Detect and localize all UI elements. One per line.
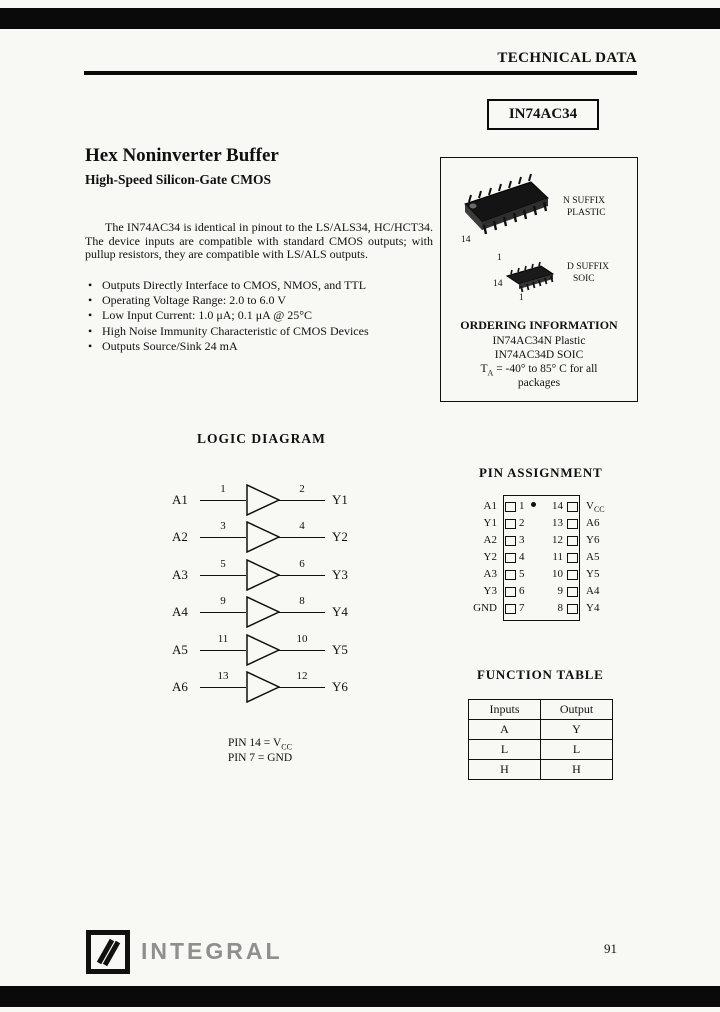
pin-pad-right (567, 519, 578, 529)
function-table-header-row (469, 700, 613, 720)
buffer-triangle-icon (246, 559, 280, 591)
gate-input-label: A6 (172, 679, 188, 694)
pin-label-left: Y3 (483, 585, 497, 597)
ft-cell: L (541, 740, 613, 760)
gate-output-label: Y1 (332, 492, 348, 507)
gate-output-pin: 8 (299, 595, 305, 607)
buffer-triangle-icon (246, 671, 280, 703)
ft-cell: L (469, 740, 541, 760)
buffer-gate-row (172, 593, 387, 631)
buffer-gate-row (172, 556, 387, 594)
soic-label: SOIC (573, 274, 595, 284)
ft-header-inputs: Inputs (469, 700, 541, 720)
input-wire (200, 687, 246, 688)
feature-item: • Outputs Source/Sink 24 mA (86, 340, 448, 353)
gate-output-pin: 6 (299, 558, 305, 570)
intro-paragraph: The IN74AC34 is identical in pinout to the LS/ALS34, HC/HCT34. The device inputs are compatible with standard CMOS outputs; with pullup resistors, they are compatible with LS/ALS outputs. (85, 220, 433, 262)
gate-input-label: A5 (172, 642, 188, 657)
integral-logo-icon (85, 929, 131, 975)
pin-label-right: A4 (586, 585, 600, 597)
pin-number-right: 11 (552, 551, 563, 563)
n-suffix-label: N SUFFIX (563, 196, 605, 206)
gate-input-label: A2 (172, 529, 188, 544)
top-scan-bar (0, 8, 720, 29)
d-suffix-label: D SUFFIX (567, 262, 609, 272)
features-list (86, 279, 448, 355)
page-title: Hex Noninverter Buffer (85, 145, 279, 166)
function-table-title: FUNCTION TABLE (477, 667, 604, 682)
page-number: 91 (604, 941, 617, 956)
pin-pad-right (567, 536, 578, 546)
pin-number-left: 1 (519, 500, 525, 512)
buffer-gate-row (172, 481, 387, 519)
output-wire (279, 687, 325, 688)
ordering-title: ORDERING INFORMATION (460, 318, 618, 332)
ft-cell: Y (541, 720, 613, 740)
pin-row (455, 532, 695, 549)
pin-row (455, 583, 695, 600)
soic-pin1-label: 1 (519, 293, 524, 303)
page-subtitle: High-Speed Silicon-Gate CMOS (85, 172, 272, 187)
gate-input-pin: 3 (220, 520, 226, 532)
gate-input-pin: 13 (217, 670, 229, 682)
pin-pad-right (567, 587, 578, 597)
buffer-triangle-icon (246, 521, 280, 553)
pin-number-right: 9 (557, 585, 563, 597)
soic-pin14-label: 14 (493, 279, 503, 289)
temperature-range: $T_A = -40^\circ$ to 85° C for all (480, 363, 598, 378)
gate-input-label: A1 (172, 492, 188, 507)
pin-pad-left (505, 587, 516, 597)
feature-item: • Operating Voltage Range: 2.0 to 6.0 V (86, 294, 448, 307)
gate-input-pin: 9 (220, 595, 226, 607)
gate-output-label: Y2 (332, 529, 348, 544)
gate-output-pin: 10 (296, 633, 308, 645)
buffer-gate-row (172, 668, 387, 706)
output-wire (279, 650, 325, 651)
pin-label-left: GND (473, 602, 497, 614)
pin-pad-left (505, 553, 516, 563)
input-wire (200, 500, 246, 501)
pin-row (455, 549, 695, 566)
pin-label-right: Y6 (586, 534, 600, 546)
input-wire (200, 537, 246, 538)
pin-label-right: Y5 (586, 568, 600, 580)
pin-pad-right (567, 553, 578, 563)
output-wire (279, 537, 325, 538)
pin-number-left: 4 (519, 551, 525, 563)
gate-output-label: Y5 (332, 642, 348, 657)
gate-input-pin: 1 (220, 483, 226, 495)
ft-cell: H (541, 760, 613, 780)
pin-pad-left (505, 502, 516, 512)
gate-input-label: A3 (172, 567, 188, 582)
gate-output-pin: 2 (299, 483, 305, 495)
gate-input-label: A4 (172, 604, 188, 619)
pin-label-right: Y4 (586, 602, 600, 614)
pin14-note: PIN $14 = V_{CC}$ (228, 737, 292, 752)
technical-data-header: TECHNICAL DATA (497, 50, 637, 66)
function-table-row (469, 760, 613, 780)
bottom-scan-bar (0, 986, 720, 1007)
plastic-label: PLASTIC (567, 208, 606, 218)
feature-item: • Outputs Directly Interface to CMOS, NMOS, and TTL (86, 279, 448, 292)
buffer-gate-row (172, 518, 387, 556)
pin-number-left: 3 (519, 534, 525, 546)
gate-input-pin: 11 (217, 633, 229, 645)
package-info-box (440, 157, 638, 402)
pin-label-left: Y2 (483, 551, 497, 563)
pin-number-right: 10 (552, 568, 563, 580)
pin-row (455, 600, 695, 617)
pin-number-left: 7 (519, 602, 525, 614)
gate-output-pin: 12 (296, 670, 308, 682)
pin-number-right: 8 (557, 602, 563, 614)
gate-output-label: Y4 (332, 604, 348, 619)
pin-label-left: A1 (483, 500, 497, 512)
gate-output-label: Y3 (332, 567, 348, 582)
pin-pad-right (567, 570, 578, 580)
pin-assignment-diagram (455, 495, 695, 635)
pin-label-right: A6 (586, 517, 600, 529)
input-wire (200, 650, 246, 651)
gate-output-pin: 4 (299, 520, 305, 532)
feature-item: • High Noise Immunity Characteristic of CMOS Devices (86, 325, 448, 338)
buffer-triangle-icon (246, 596, 280, 628)
pin-number-right: 12 (552, 534, 563, 546)
soic-package-drawing (501, 258, 561, 300)
pin-label-right: A5 (586, 551, 600, 563)
gate-output-label: Y6 (332, 679, 348, 694)
logic-diagram-title: LOGIC DIAGRAM (197, 431, 326, 446)
pin-row (455, 498, 695, 515)
pin-label-right: $V_{CC}$ (586, 500, 605, 515)
ft-header-output: Output (541, 700, 613, 720)
output-wire (279, 612, 325, 613)
pin-pad-left (505, 536, 516, 546)
output-wire (279, 575, 325, 576)
header-rule (84, 71, 637, 75)
pin-row (455, 515, 695, 532)
pin-label-left: A2 (483, 534, 497, 546)
feature-item: • Low Input Current: 1.0 μA; 0.1 μA @ 25°C (86, 309, 448, 322)
function-table-row (469, 740, 613, 760)
pin-number-left: 6 (519, 585, 525, 597)
pin-label-left: Y1 (483, 517, 497, 529)
pin7-note: PIN 7 = GND (227, 752, 293, 764)
ordering-line-soic: IN74AC34D SOIC (494, 349, 584, 361)
dip-pin1-label: 1 (497, 253, 502, 263)
pin-label-left: A3 (483, 568, 497, 580)
output-wire (279, 500, 325, 501)
ordering-line-plastic: IN74AC34N Plastic (492, 335, 586, 347)
pin-pad-left (505, 604, 516, 614)
pin-row (455, 566, 695, 583)
ft-cell: A (469, 720, 541, 740)
pin-assignment-title: PIN ASSIGNMENT (479, 465, 603, 480)
pin-pad-right (567, 502, 578, 512)
part-number-box: IN74AC34 (487, 99, 599, 130)
buffer-triangle-icon (246, 634, 280, 666)
pin-number-right: 14 (552, 500, 563, 512)
ft-cell: H (469, 760, 541, 780)
input-wire (200, 575, 246, 576)
pin-number-left: 2 (519, 517, 525, 529)
function-table-row (469, 720, 613, 740)
pin-number-left: 5 (519, 568, 525, 580)
pin-pad-left (505, 570, 516, 580)
temperature-range-line2: packages (517, 377, 561, 389)
input-wire (200, 612, 246, 613)
pin-number-right: 13 (552, 517, 563, 529)
dip-pin14-label: 14 (461, 235, 471, 245)
buffer-gate-row (172, 631, 387, 669)
function-table (468, 699, 613, 780)
pin-pad-left (505, 519, 516, 529)
gate-input-pin: 5 (220, 558, 226, 570)
pin-pad-right (567, 604, 578, 614)
buffer-triangle-icon (246, 484, 280, 516)
brand-name: INTEGRAL (141, 938, 283, 964)
